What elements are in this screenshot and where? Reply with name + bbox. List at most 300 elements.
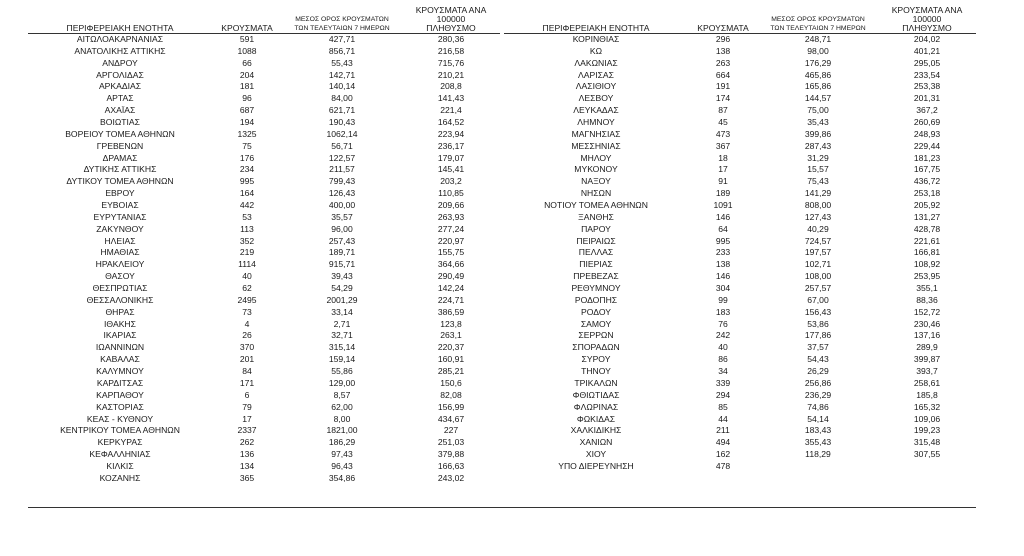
cell-cases: 2495	[237, 294, 257, 305]
cell-per-100k: 166,81	[913, 247, 941, 258]
header-avg-line1: ΜΕΣΟΣ ΟΡΟΣ ΚΡΟΥΣΜΑΤΩΝ	[771, 16, 865, 23]
header-per-100k	[878, 6, 976, 33]
cell-region: ΞΑΝΘΗΣ	[578, 211, 614, 222]
cell-per-100k: 355,1	[916, 283, 938, 294]
cell-region: ΚΟΡΙΝΘΙΑΣ	[572, 34, 620, 44]
cell-avg-7day: 26,29	[807, 366, 829, 377]
cell-per-100k: 401,21	[913, 45, 941, 56]
cell-avg-7day: 55,43	[331, 57, 353, 68]
cell-per-100k: 223,94	[437, 128, 465, 139]
cell-region: ΔΥΤΙΚΟΥ ΤΟΜΕΑ ΑΘΗΝΩΝ	[66, 176, 174, 187]
cell-avg-7day: 257,43	[328, 235, 356, 246]
cell-region: ΑΡΚΑΔΙΑΣ	[98, 81, 142, 92]
table-row	[28, 212, 500, 224]
cell-region: ΡΟΔΟΠΗΣ	[574, 294, 618, 305]
table-row	[504, 129, 976, 141]
cell-per-100k: 436,72	[913, 176, 941, 187]
cell-region: ΣΑΜΟΥ	[580, 318, 612, 329]
cell-region: ΡΕΘΥΜΝΟΥ	[571, 283, 621, 294]
cell-cases: 176	[239, 152, 255, 163]
header-cases: ΚΡΟΥΣΜΑΤΑ	[221, 23, 273, 33]
cell-per-100k: 367,2	[916, 105, 938, 116]
cell-cases: 233	[715, 247, 731, 258]
cell-avg-7day: 96,43	[331, 460, 353, 471]
cell-per-100k: 315,48	[913, 437, 941, 448]
cell-cases: 1091	[713, 200, 733, 211]
cell-avg-7day: 142,71	[328, 69, 356, 80]
cell-avg-7day: 97,43	[331, 449, 353, 460]
cell-avg-7day: 236,29	[804, 389, 832, 400]
table-row	[504, 449, 976, 461]
cell-avg-7day: 8,00	[333, 413, 351, 424]
cell-region: ΘΗΡΑΣ	[105, 306, 135, 317]
cell-avg-7day: 799,43	[328, 176, 356, 187]
table-row	[28, 378, 500, 390]
cell-cases: 162	[715, 449, 731, 460]
cell-region: ΛΕΣΒΟΥ	[578, 93, 614, 104]
cell-cases: 26	[242, 330, 252, 341]
cell-cases: 91	[718, 176, 728, 187]
table-row	[504, 224, 976, 236]
cell-region: ΣΕΡΡΩΝ	[578, 330, 614, 341]
cell-avg-7day: 915,71	[328, 259, 356, 270]
cell-region: ΜΗΛΟΥ	[580, 152, 612, 163]
cell-per-100k: 166,63	[437, 460, 465, 471]
cell-avg-7day: 1821,00	[326, 425, 358, 436]
cell-cases: 294	[715, 389, 731, 400]
cell-avg-7day: 400,00	[328, 200, 356, 211]
cell-per-100k: 248,93	[913, 128, 941, 139]
cell-avg-7day: 102,71	[804, 259, 832, 270]
table-row	[504, 164, 976, 176]
cell-per-100k: 285,21	[437, 366, 465, 377]
cell-cases: 34	[718, 366, 728, 377]
cell-per-100k: 253,95	[913, 271, 941, 282]
cell-avg-7day: 74,86	[807, 401, 829, 412]
cell-avg-7day: 355,43	[804, 437, 832, 448]
cell-per-100k: 393,7	[916, 366, 938, 377]
cell-region: ΕΥΡΥΤΑΝΙΑΣ	[93, 211, 147, 222]
cell-per-100k: 181,23	[913, 152, 941, 163]
cell-region: ΚΑΛΥΜΝΟΥ	[96, 366, 144, 377]
table-row	[504, 295, 976, 307]
cell-avg-7day: 189,71	[328, 247, 356, 258]
cell-region: ΘΑΣΟΥ	[105, 271, 135, 282]
cell-per-100k: 109,06	[913, 413, 941, 424]
cell-avg-7day: 96,00	[331, 223, 353, 234]
table-row	[28, 319, 500, 331]
cell-region: ΤΗΝΟΥ	[581, 366, 611, 377]
table-row	[28, 58, 500, 70]
cell-avg-7day: 354,86	[328, 472, 356, 483]
cell-region: ΤΡΙΚΑΛΩΝ	[574, 377, 618, 388]
cell-cases: 204	[239, 69, 255, 80]
table-row	[28, 449, 500, 461]
cell-region: ΦΩΚΙΔΑΣ	[576, 413, 616, 424]
table-row	[28, 473, 500, 485]
cell-region: ΝΑΞΟΥ	[581, 176, 611, 187]
cell-cases: 183	[715, 306, 731, 317]
cell-avg-7day: 427,71	[328, 34, 356, 44]
cell-cases: 211	[716, 425, 730, 436]
cell-region: ΚΕΡΚΥΡΑΣ	[97, 437, 143, 448]
table-row	[504, 414, 976, 426]
cell-cases: 84	[242, 366, 252, 377]
cell-per-100k: 434,67	[437, 413, 465, 424]
cell-region: ΝΟΤΙΟΥ ΤΟΜΕΑ ΑΘΗΝΩΝ	[544, 200, 648, 211]
cell-region: ΚΕΦΑΛΛΗΝΙΑΣ	[89, 449, 151, 460]
header-region: ΠΕΡΙΦΕΡΕΙΑΚΗ ΕΝΟΤΗΤΑ	[66, 23, 174, 33]
cell-per-100k: 155,75	[437, 247, 465, 258]
cell-per-100k: 201,31	[913, 93, 941, 104]
cell-per-100k: 715,76	[437, 57, 465, 68]
cell-cases: 263	[715, 57, 731, 68]
table-row	[504, 58, 976, 70]
table-row	[504, 307, 976, 319]
cell-avg-7day: 122,57	[328, 152, 356, 163]
table-row	[504, 354, 976, 366]
table-row	[504, 342, 976, 354]
cell-avg-7day: 186,29	[328, 437, 356, 448]
cell-region: ΕΒΡΟΥ	[105, 188, 135, 199]
cell-region: ΜΕΣΣΗΝΙΑΣ	[571, 140, 621, 151]
cell-per-100k: 227	[443, 425, 459, 436]
cell-region: ΘΕΣΣΑΛΟΝΙΚΗΣ	[86, 294, 154, 305]
table-row	[28, 366, 500, 378]
cell-region: ΒΟΙΩΤΙΑΣ	[100, 117, 140, 128]
cell-per-100k: 220,97	[437, 235, 465, 246]
cell-per-100k: 221,61	[913, 235, 941, 246]
cell-avg-7day: 156,43	[804, 306, 832, 317]
cell-per-100k: 131,27	[913, 211, 941, 222]
header-region: ΠΕΡΙΦΕΡΕΙΑΚΗ ΕΝΟΤΗΤΑ	[542, 23, 650, 33]
cell-cases: 76	[718, 318, 728, 329]
table-header	[28, 5, 500, 34]
cell-per-100k: 142,24	[437, 283, 465, 294]
cell-cases: 18	[718, 152, 728, 163]
header-per-line1: ΚΡΟΥΣΜΑΤΑ ΑΝΑ 100000	[891, 5, 963, 24]
cell-avg-7day: 140,14	[328, 81, 356, 92]
cell-per-100k: 263,1	[440, 330, 462, 341]
cell-cases: 44	[718, 413, 728, 424]
cell-region: ΑΝΑΤΟΛΙΚΗΣ ΑΤΤΙΚΗΣ	[74, 45, 166, 56]
cell-per-100k: 253,18	[913, 188, 941, 199]
cell-avg-7day: 159,14	[328, 354, 356, 365]
table-row	[28, 402, 500, 414]
header-avg-line1: ΜΕΣΟΣ ΟΡΟΣ ΚΡΟΥΣΜΑΤΩΝ	[295, 16, 389, 23]
table-row	[504, 366, 976, 378]
header-cases: ΚΡΟΥΣΜΑΤΑ	[697, 23, 749, 33]
cell-per-100k: 220,37	[437, 342, 465, 353]
cell-region: ΚΕΑΣ - ΚΥΘΝΟΥ	[86, 413, 154, 424]
cell-cases: 234	[239, 164, 255, 175]
cell-avg-7day: 808,00	[804, 200, 832, 211]
cell-avg-7day: 54,14	[807, 413, 829, 424]
cell-cases: 113	[240, 223, 254, 234]
cell-cases: 164	[239, 188, 255, 199]
cell-cases: 194	[239, 117, 255, 128]
cell-avg-7day: 39,43	[331, 271, 353, 282]
table-row	[504, 141, 976, 153]
cell-per-100k: 88,36	[916, 294, 938, 305]
header-per-line1: ΚΡΟΥΣΜΑΤΑ ΑΝΑ 100000	[415, 5, 487, 24]
cell-cases: 1088	[237, 45, 257, 56]
cell-cases: 995	[239, 176, 255, 187]
cell-region: ΧΑΛΚΙΔΙΚΗΣ	[570, 425, 622, 436]
table-row	[504, 46, 976, 58]
cell-region: ΝΗΣΩΝ	[580, 188, 612, 199]
cell-cases: 473	[715, 128, 731, 139]
table-row	[28, 295, 500, 307]
cell-region: ΚΑΒΑΛΑΣ	[100, 354, 140, 365]
table-row	[28, 425, 500, 437]
cell-cases: 134	[239, 460, 255, 471]
table-row	[28, 81, 500, 93]
cell-per-100k: 229,44	[913, 140, 941, 151]
cell-cases: 171	[239, 377, 255, 388]
cell-cases: 296	[715, 34, 731, 44]
cell-cases: 174	[715, 93, 731, 104]
cell-avg-7day: 144,57	[804, 93, 832, 104]
cell-cases: 591	[239, 34, 255, 44]
cell-per-100k: 258,61	[913, 377, 941, 388]
cell-per-100k: 295,05	[913, 57, 941, 68]
cell-region: ΒΟΡΕΙΟΥ ΤΟΜΕΑ ΑΘΗΝΩΝ	[65, 128, 175, 139]
cell-cases: 189	[715, 188, 731, 199]
cell-region: ΛΕΥΚΑΔΑΣ	[573, 105, 619, 116]
cell-cases: 62	[242, 283, 252, 294]
cell-per-100k: 260,69	[913, 117, 941, 128]
cell-cases: 6	[244, 389, 250, 400]
header-per-line2: ΠΛΗΘΥΣΜΟ	[902, 23, 952, 33]
cell-cases: 96	[242, 93, 252, 104]
cell-per-100k: 150,6	[440, 377, 462, 388]
cell-region: ΚΑΡΠΑΘΟΥ	[96, 389, 144, 400]
cell-cases: 40	[718, 342, 728, 353]
cell-avg-7day: 1062,14	[326, 128, 358, 139]
cell-per-100k: 123,8	[440, 318, 462, 329]
cell-avg-7day: 53,86	[807, 318, 829, 329]
cell-per-100k: 251,03	[437, 437, 465, 448]
cell-cases: 478	[715, 460, 731, 471]
cell-region: ΚΑΡΔΙΤΣΑΣ	[96, 377, 144, 388]
cell-region: ΑΡΓΟΛΙΔΑΣ	[96, 69, 144, 80]
cell-avg-7day: 2,71	[333, 318, 351, 329]
cell-avg-7day: 31,29	[807, 152, 829, 163]
cell-region: ΑΝΔΡΟΥ	[102, 57, 138, 68]
cell-avg-7day: 197,57	[804, 247, 832, 258]
cell-avg-7day: 127,43	[804, 211, 832, 222]
cell-per-100k: 82,08	[440, 389, 462, 400]
cell-cases: 367	[715, 140, 731, 151]
cell-cases: 4	[244, 318, 250, 329]
cell-region: ΔΥΤΙΚΗΣ ΑΤΤΙΚΗΣ	[83, 164, 157, 175]
cell-per-100k: 185,8	[916, 389, 938, 400]
cell-per-100k: 208,8	[440, 81, 462, 92]
cell-avg-7day: 54,43	[807, 354, 829, 365]
cell-region: ΛΑΡΙΣΑΣ	[578, 69, 614, 80]
cell-region: ΑΧΑΪΑΣ	[104, 105, 136, 116]
footer-rule	[28, 507, 976, 508]
cell-per-100k: 141,43	[437, 93, 465, 104]
table-row	[504, 425, 976, 437]
cell-avg-7day: 56,71	[331, 140, 353, 151]
cell-avg-7day: 15,57	[807, 164, 829, 175]
cell-avg-7day: 32,71	[331, 330, 353, 341]
table-rows-left	[28, 34, 500, 485]
cell-region: ΦΛΩΡΙΝΑΣ	[573, 401, 619, 412]
cell-region: ΡΟΔΟΥ	[581, 306, 611, 317]
cell-cases: 75	[242, 140, 252, 151]
table-row	[28, 200, 500, 212]
cell-cases: 1114	[238, 259, 256, 270]
table-row	[28, 70, 500, 82]
table-rows-right	[504, 34, 976, 473]
table-row	[28, 164, 500, 176]
table-row	[28, 461, 500, 473]
table-right-half	[504, 5, 976, 473]
cell-cases: 138	[715, 45, 731, 56]
cell-cases: 73	[242, 306, 252, 317]
cell-region: ΑΙΤΩΛΟΑΚΑΡΝΑΝΙΑΣ	[76, 34, 164, 44]
cell-cases: 664	[715, 69, 731, 80]
cell-cases: 1325	[237, 128, 257, 139]
cell-region: ΧΑΝΙΩΝ	[579, 437, 613, 448]
cell-region: ΔΡΑΜΑΣ	[102, 152, 138, 163]
table-row	[504, 188, 976, 200]
cell-avg-7day: 315,14	[328, 342, 356, 353]
cell-cases: 45	[718, 117, 728, 128]
header-per-line2: ΠΛΗΘΥΣΜΟ	[426, 23, 476, 33]
cell-region: ΠΙΕΡΙΑΣ	[579, 259, 613, 270]
cell-region: ΛΗΜΝΟΥ	[577, 117, 615, 128]
cell-per-100k: 364,66	[437, 259, 465, 270]
cell-cases: 365	[239, 472, 255, 483]
cell-cases: 2337	[237, 425, 257, 436]
cell-avg-7day: 257,57	[804, 283, 832, 294]
cell-region: ΣΥΡΟΥ	[581, 354, 611, 365]
cell-region: ΚΕΝΤΡΙΚΟΥ ΤΟΜΕΑ ΑΘΗΝΩΝ	[60, 425, 180, 436]
table-row	[28, 93, 500, 105]
table-row	[28, 129, 500, 141]
cell-per-100k: 179,07	[437, 152, 465, 163]
cell-avg-7day: 84,00	[331, 93, 353, 104]
table-row	[504, 247, 976, 259]
table-row	[504, 461, 976, 473]
cell-region: ΦΘΙΩΤΙΔΑΣ	[572, 389, 620, 400]
cell-cases: 370	[239, 342, 255, 353]
cell-per-100k: 110,85	[438, 188, 464, 199]
table-row	[28, 176, 500, 188]
cell-avg-7day: 724,57	[804, 235, 832, 246]
table-row	[28, 307, 500, 319]
table-row	[504, 319, 976, 331]
cell-per-100k: 428,78	[913, 223, 941, 234]
cell-avg-7day: 54,29	[331, 283, 353, 294]
table-row	[28, 259, 500, 271]
cell-cases: 494	[715, 437, 731, 448]
table-row	[28, 330, 500, 342]
cell-region: ΥΠΟ ΔΙΕΡΕΥΝΗΣΗ	[558, 460, 634, 471]
table-row	[504, 259, 976, 271]
cell-per-100k: 386,59	[437, 306, 465, 317]
cell-region: ΛΑΚΩΝΙΑΣ	[574, 57, 618, 68]
cell-cases: 181	[239, 81, 255, 92]
cell-avg-7day: 8,57	[333, 389, 351, 400]
cell-avg-7day: 75,43	[807, 176, 829, 187]
cell-avg-7day: 176,29	[804, 57, 832, 68]
table-row	[504, 390, 976, 402]
cell-per-100k: 277,24	[437, 223, 465, 234]
table-row	[504, 437, 976, 449]
table-left-half	[28, 5, 500, 485]
cell-region: ΣΠΟΡΑΔΩΝ	[572, 342, 620, 353]
cell-region: ΚΩ	[589, 45, 603, 56]
table-row	[504, 402, 976, 414]
cell-cases: 66	[242, 57, 252, 68]
table-row	[504, 176, 976, 188]
cell-region: ΠΕΙΡΑΙΩΣ	[576, 235, 616, 246]
cell-avg-7day: 621,71	[328, 105, 356, 116]
table-row	[28, 354, 500, 366]
cell-region: ΕΥΒΟΙΑΣ	[101, 200, 139, 211]
cell-cases: 242	[715, 330, 731, 341]
cell-cases: 352	[239, 235, 255, 246]
cell-per-100k: 205,92	[913, 200, 941, 211]
cell-per-100k: 253,38	[913, 81, 941, 92]
cell-region: ΛΑΣΙΘΙΟΥ	[575, 81, 617, 92]
cell-region: ΠΑΡΟΥ	[581, 223, 611, 234]
cell-per-100k: 152,72	[913, 306, 941, 317]
cell-avg-7day: 287,43	[804, 140, 832, 151]
table-row	[28, 141, 500, 153]
cell-region: ΜΥΚΟΝΟΥ	[574, 164, 618, 175]
cell-avg-7day: 67,00	[807, 294, 829, 305]
cell-cases: 995	[715, 235, 731, 246]
cell-avg-7day: 40,29	[807, 223, 829, 234]
cell-avg-7day: 211,57	[329, 164, 355, 175]
cell-avg-7day: 129,00	[328, 377, 356, 388]
header-avg-7day	[282, 15, 402, 33]
table-row	[504, 378, 976, 390]
header-avg-line2: ΤΩΝ ΤΕΛΕΥΤΑΙΩΝ 7 ΗΜΕΡΩΝ	[294, 25, 390, 32]
cell-per-100k: 210,21	[437, 69, 465, 80]
cell-cases: 339	[715, 377, 731, 388]
cell-avg-7day: 37,57	[807, 342, 829, 353]
table-row	[28, 188, 500, 200]
table-row	[28, 117, 500, 129]
cell-cases: 17	[718, 164, 728, 175]
table-row	[504, 70, 976, 82]
cell-region: ΘΕΣΠΡΩΤΙΑΣ	[92, 283, 148, 294]
cell-region: ΜΑΓΝΗΣΙΑΣ	[571, 128, 621, 139]
cell-per-100k: 108,92	[913, 259, 941, 270]
table-row	[504, 200, 976, 212]
cell-per-100k: 165,32	[913, 401, 941, 412]
table-row	[28, 34, 500, 46]
cell-avg-7day: 856,71	[328, 45, 356, 56]
table-row	[504, 117, 976, 129]
cell-avg-7day: 141,29	[804, 188, 832, 199]
cell-cases: 146	[715, 271, 731, 282]
header-avg-line2: ΤΩΝ ΤΕΛΕΥΤΑΙΩΝ 7 ΗΜΕΡΩΝ	[770, 25, 866, 32]
table-row	[504, 93, 976, 105]
table-row	[28, 437, 500, 449]
table-row	[28, 46, 500, 58]
table-row	[504, 271, 976, 283]
cell-avg-7day: 33,14	[331, 306, 353, 317]
table-row	[504, 81, 976, 93]
